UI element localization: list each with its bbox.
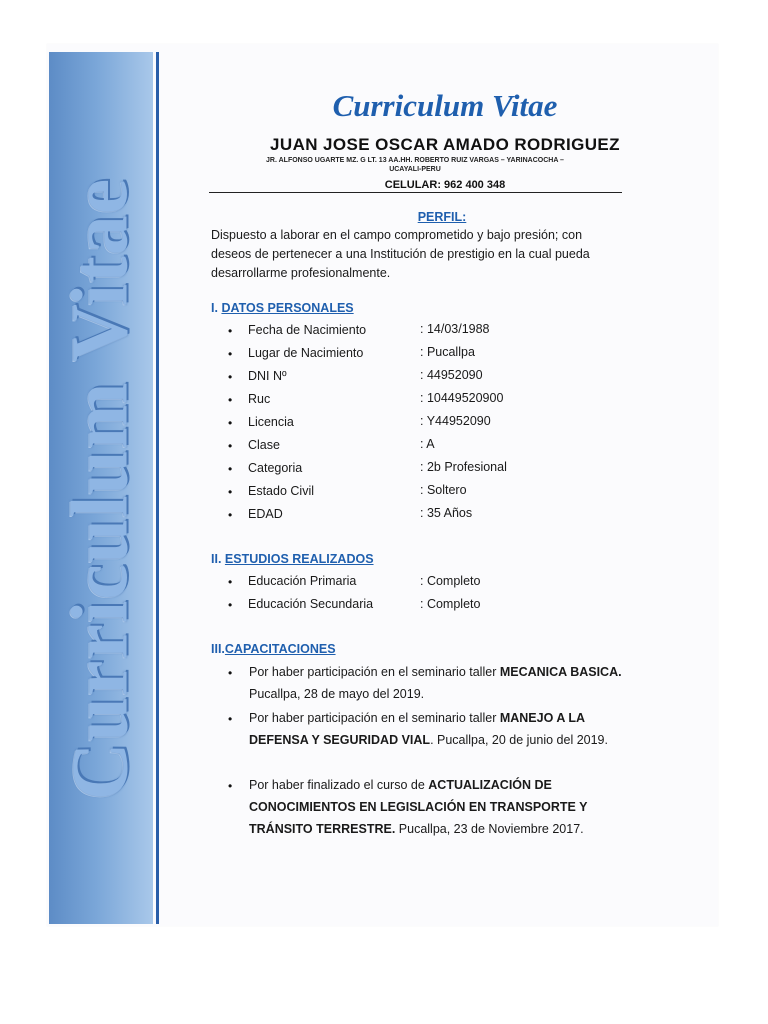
address-line: UCAYALI-PERU xyxy=(389,166,441,173)
perfil-line: deseos de pertenecer a una Institución de prestigio en la cual pueda xyxy=(211,247,590,261)
field-value: : A xyxy=(420,437,435,451)
section-title: CAPACITACIONES xyxy=(224,642,336,656)
bullet-icon: • xyxy=(228,779,233,793)
training-title: MANEJO A LA DEFENSA Y SEGURIDAD VIAL xyxy=(249,711,585,747)
training-item xyxy=(249,707,623,751)
field-value: : Completo xyxy=(420,597,481,611)
field-value: : 44952090 xyxy=(420,368,483,382)
field-label: EDAD xyxy=(248,507,283,521)
section-heading-datos-personales xyxy=(211,301,354,315)
bullet-icon: • xyxy=(228,508,233,522)
training-text: Por haber participación en el seminario taller xyxy=(249,711,500,725)
section-title: DATOS PERSONALES xyxy=(221,301,354,315)
field-label: Ruc xyxy=(248,392,271,406)
vertical-divider xyxy=(156,52,159,924)
field-value: : 14/03/1988 xyxy=(420,322,490,336)
field-label: Licencia xyxy=(248,415,294,429)
field-label: Educación Secundaria xyxy=(248,597,374,611)
bullet-icon: • xyxy=(228,370,233,384)
bullet-icon: • xyxy=(228,393,233,407)
section-number: I. xyxy=(211,301,218,315)
field-value: : Pucallpa xyxy=(420,345,475,359)
field-value: : Soltero xyxy=(420,483,467,497)
bullet-icon: • xyxy=(228,416,233,430)
bullet-icon: • xyxy=(228,439,233,453)
training-text: Por haber participación en el seminario taller xyxy=(249,665,500,679)
section-title: ESTUDIOS REALIZADOS xyxy=(224,552,374,566)
perfil-text xyxy=(211,226,631,283)
field-value: : 10449520900 xyxy=(420,391,504,405)
document-title: Curriculum Vitae xyxy=(332,88,558,123)
perfil-line: Dispuesto a laborar en el campo comprometido y bajo presión; con xyxy=(211,228,583,242)
training-detail: . Pucallpa, 20 de junio del 2019. xyxy=(430,733,608,747)
field-label: Educación Primaria xyxy=(248,574,357,588)
bullet-icon: • xyxy=(228,347,233,361)
field-label: Fecha de Nacimiento xyxy=(248,323,367,337)
perfil-heading: PERFIL: xyxy=(417,210,467,224)
field-value: : Completo xyxy=(420,574,481,588)
section-number: III. xyxy=(211,642,225,656)
phone-number: CELULAR: 962 400 348 xyxy=(384,179,506,191)
training-item xyxy=(249,661,623,705)
bullet-icon: • xyxy=(228,666,233,680)
training-detail: Pucallpa, 28 de mayo del 2019. xyxy=(249,687,425,701)
sidebar-title: Curriculum Vitae xyxy=(56,177,145,801)
field-value: : 2b Profesional xyxy=(420,460,507,474)
section-heading-estudios xyxy=(211,552,374,566)
field-label: DNI Nº xyxy=(248,369,287,383)
bullet-icon: • xyxy=(228,324,233,338)
section-number: II. xyxy=(211,552,222,566)
person-name: JUAN JOSE OSCAR AMADO RODRIGUEZ xyxy=(270,135,620,154)
training-detail: Pucallpa, 23 de Noviembre 2017. xyxy=(395,822,584,836)
field-value: : 35 Años xyxy=(420,506,473,520)
section-heading-capacitaciones xyxy=(211,642,336,656)
bullet-icon: • xyxy=(228,598,233,612)
bullet-icon: • xyxy=(228,712,233,726)
field-label: Categoria xyxy=(248,461,303,475)
field-label: Clase xyxy=(248,438,280,452)
bullet-icon: • xyxy=(228,485,233,499)
address-line: JR. ALFONSO UGARTE MZ. G LT. 13 AA.HH. ROBERTO RUIZ VARGAS – YARINACOCHA – xyxy=(266,157,564,164)
training-title: ACTUALIZACIÓN DE CONOCIMIENTOS EN LEGISLACIÓN EN TRANSPORTE Y TRÁNSITO TERRESTRE. xyxy=(249,778,588,836)
field-value: : Y44952090 xyxy=(420,414,491,428)
address xyxy=(210,156,620,174)
training-text: Por haber finalizado el curso de xyxy=(249,778,429,792)
field-label: Estado Civil xyxy=(248,484,314,498)
perfil-line: desarrollarme profesionalmente. xyxy=(211,266,391,280)
training-item xyxy=(249,774,623,840)
bullet-icon: • xyxy=(228,575,233,589)
training-title: MECANICA BASICA. xyxy=(499,665,622,679)
field-label: Lugar de Nacimiento xyxy=(248,346,364,360)
bullet-icon: • xyxy=(228,462,233,476)
header-divider xyxy=(209,192,622,193)
